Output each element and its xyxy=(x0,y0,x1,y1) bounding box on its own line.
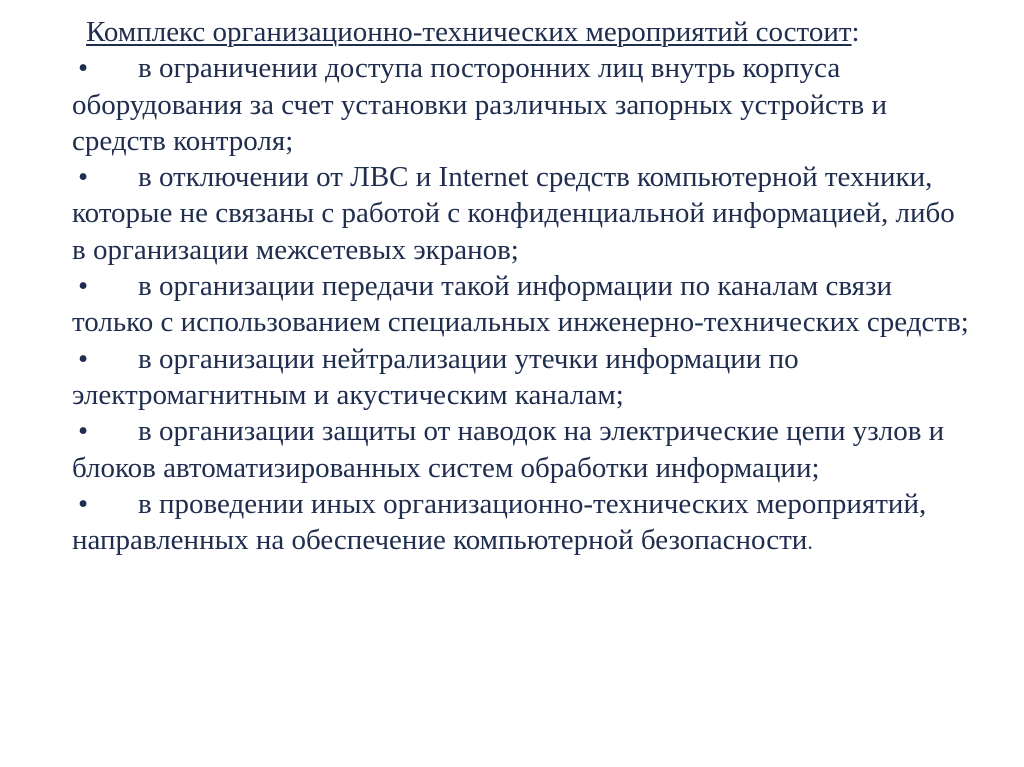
heading-colon: : xyxy=(851,16,860,48)
final-period: . xyxy=(807,529,813,555)
bullet: • xyxy=(78,161,89,194)
list-item-text: в ограничении доступа посторонних лиц внутрь корпуса оборудования за счет установки различных запорных устройств и средств контроля; xyxy=(72,52,888,157)
list-item-text: в организации передачи такой информации по каналам связи только с использованием специальных инженерно-технических средств; xyxy=(72,270,969,339)
slide-text-block xyxy=(72,14,972,560)
list-item-interference-protection xyxy=(72,413,972,486)
list-item-text: в отключении от ЛВС и Internet средств компьютерной техники, которые не связаны с работой с конфиденциальной информацией, либо в организации межсетевых экранов; xyxy=(72,161,955,266)
list-item-lan-disconnect xyxy=(72,159,972,268)
list-item-access-restriction xyxy=(72,50,972,159)
list-item-text: в организации нейтрализации утечки информации по электромагнитным и акустическим каналам; xyxy=(72,342,799,411)
list-item-leak-neutralization xyxy=(72,341,972,414)
list-item-text: в проведении иных организационно-технических мероприятий, направленных на обеспечение компьютерной безопасности xyxy=(72,487,927,557)
list-item-other-measures xyxy=(72,486,972,561)
bullet: • xyxy=(78,415,89,448)
heading-underlined-text: Комплекс организационно-технических мероприятий состоит xyxy=(86,16,852,48)
list-item-channel-transfer xyxy=(72,268,972,341)
slide-heading xyxy=(72,14,972,50)
list-item-text: в организации защиты от наводок на электрические цепи узлов и блоков автоматизированных систем обработки информации; xyxy=(72,415,945,484)
bullet: • xyxy=(78,270,89,303)
bullet: • xyxy=(78,52,89,85)
bullet: • xyxy=(78,342,89,375)
bullet: • xyxy=(78,487,89,520)
